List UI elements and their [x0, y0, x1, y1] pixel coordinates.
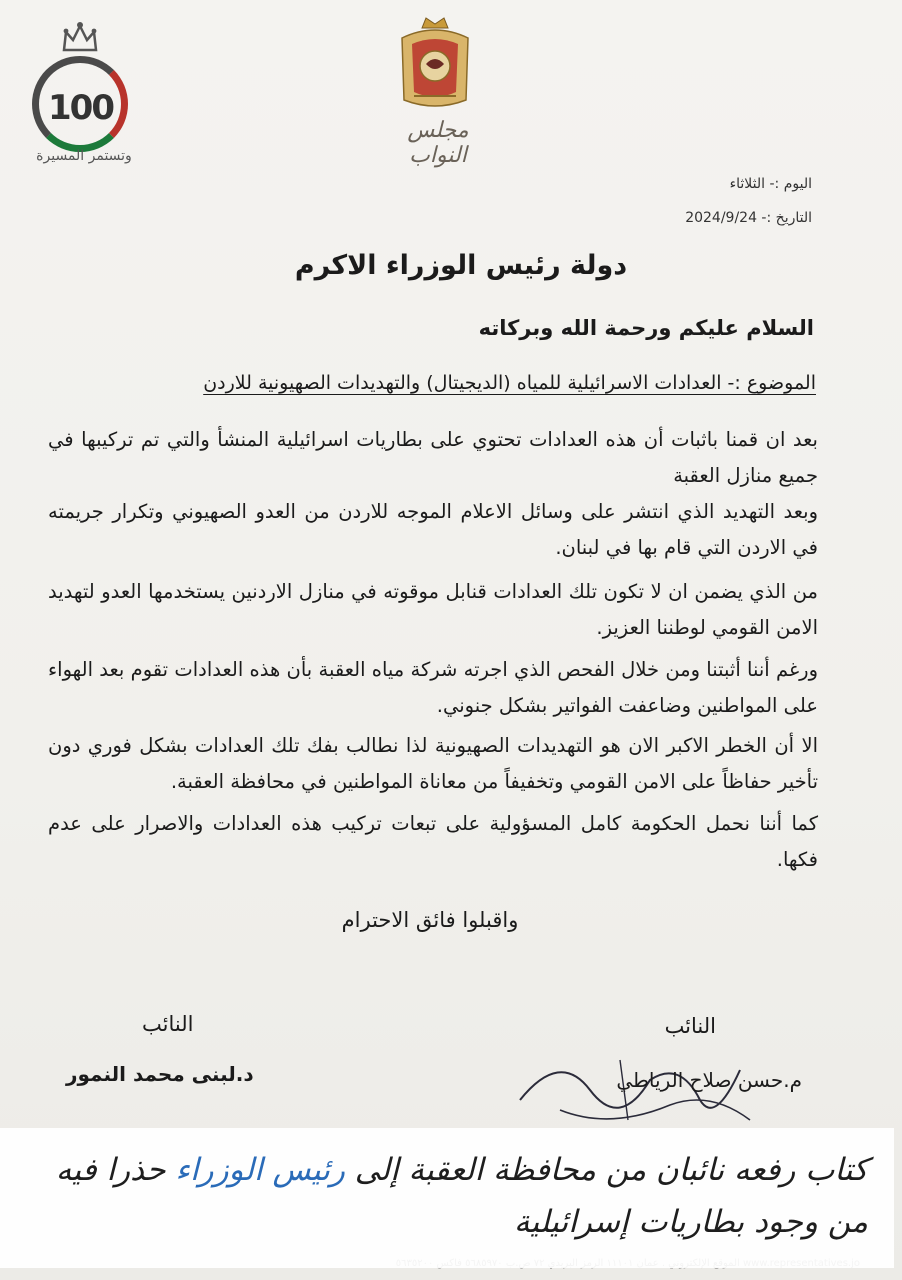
paragraph: الا أن الخطر الاكبر الان هو التهديدات الصهيونية لذا نطالب بفك تلك العدادات بشكل فوري دون تأخير حفاظاً على الامن القومي وتخفيفاً من معاناة المواطنين في محافظة العقبة.	[48, 734, 818, 793]
signatory-title: النائب	[142, 1012, 194, 1036]
centenary-tagline: وتستمر المسيرة	[36, 148, 132, 164]
caption-highlight: رئيس الوزراء	[175, 1152, 345, 1188]
institution-name: مجلس النواب	[407, 118, 469, 168]
paragraph: من الذي يضمن ان لا تكون تلك العدادات قنابل موقوته في منازل الاردنين يستخدمها العدو لتهديد الامن القومي لوطننا العزيز.	[48, 580, 818, 639]
closing-line: واقبلوا فائق الاحترام	[341, 908, 519, 932]
signatory-title: النائب	[664, 1014, 716, 1038]
centenary-number: 100	[48, 88, 113, 128]
paragraph: بعد ان قمنا باثبات أن هذه العدادات تحتوي على بطاريات اسرائيلية المنشأ والتي تم تركيبها في جميع منازل العقبة	[48, 428, 818, 487]
caption-text: كتاب رفعه نائبان من محافظة العقبة إلى	[344, 1152, 868, 1188]
crown-icon	[60, 20, 100, 54]
greeting: السلام عليكم ورحمة الله وبركاته	[478, 316, 814, 340]
day-line: اليوم :- الثلاثاء	[729, 176, 812, 192]
signatory-name: م.حسن صلاح الرياطي	[616, 1068, 802, 1092]
subject-line: الموضوع :- العدادات الاسرائيلية للمياه (الديجيتال) والتهديدات الصهيونية للاردن	[203, 372, 816, 394]
caption-text: حذرا فيه من وجود بطاريات إسرائيلية	[55, 1152, 868, 1240]
image-caption	[0, 1128, 894, 1268]
date-line: التاريخ :- 2024/9/24	[685, 210, 812, 226]
coat-of-arms-icon	[392, 14, 478, 114]
centenary-logo	[18, 18, 148, 168]
paragraph: وبعد التهديد الذي انتشر على وسائل الاعلام الموجه للاردن من العدو الصهيوني وتكرار جريمته في الاردن التي قام بها في لبنان.	[48, 500, 818, 559]
signatory-name: د.لبنى محمد النمور	[66, 1062, 254, 1086]
addressee: دولة رئيس الوزراء الاكرم	[294, 250, 628, 281]
paragraph: كما أننا نحمل الحكومة كامل المسؤولية على تبعات تركيب هذه العدادات والاصرار على عدم فكها.	[48, 812, 818, 871]
paragraph: ورغم أننا أثبتنا ومن خلال الفحص الذي اجرته شركة مياه العقبة بأن هذه العدادات تقوم بعد الهواء على المواطنين وضاعفت الفواتير بشكل جنوني.	[48, 658, 818, 717]
